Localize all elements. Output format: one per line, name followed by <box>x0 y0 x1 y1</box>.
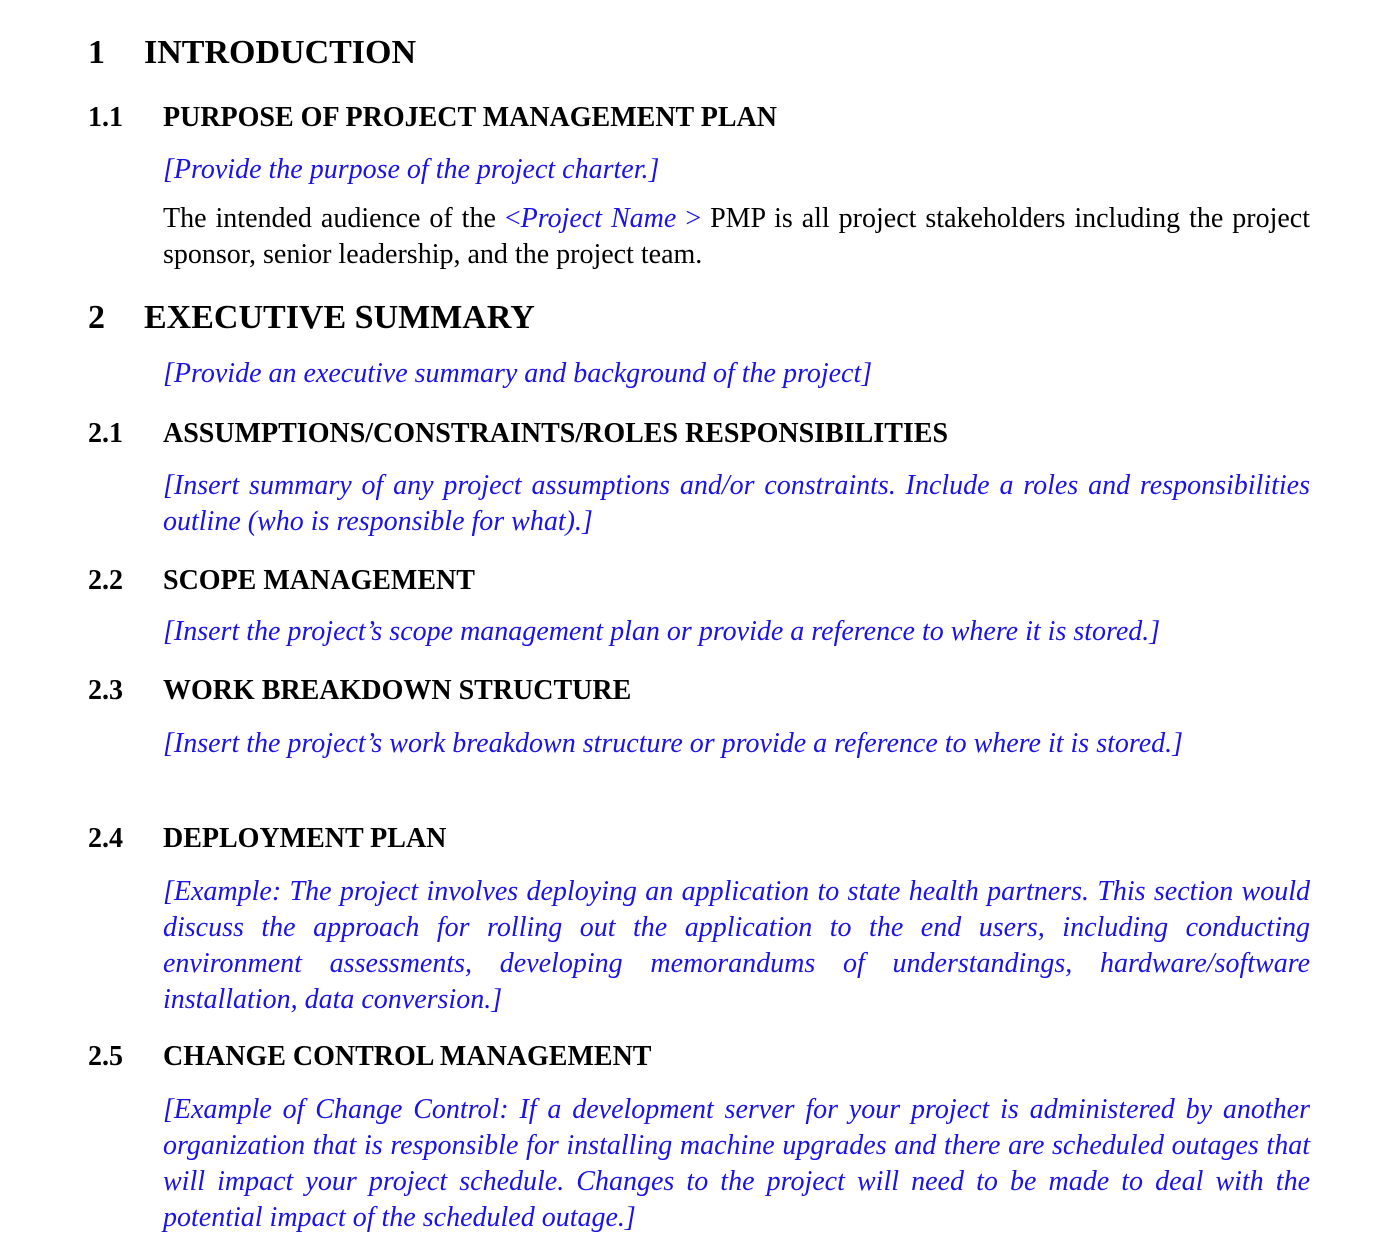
heading-title: EXECUTIVE SUMMARY <box>144 299 535 336</box>
heading-number: 2.1 <box>88 418 123 449</box>
heading-number: 2.2 <box>88 565 123 596</box>
heading-work-breakdown-structure <box>88 674 631 708</box>
change-control-note: [Example of Change Control: If a development server for your project is administered by another organization that is responsible for installing machine upgrades and there are scheduled outages that will impact your project schedule. Changes to the project will need to be made to deal with the potential impact of the scheduled outage.] <box>163 1094 1310 1233</box>
purpose-body <box>163 201 1310 273</box>
heading-number: 1.1 <box>88 102 123 133</box>
heading-number: 2.3 <box>88 675 123 706</box>
heading-deployment-plan <box>88 822 446 856</box>
body-text-after: PMP is all project stakeholders including the project sponsor, senior leadership, and the project team. <box>163 203 1310 270</box>
heading-number: 2.5 <box>88 1041 123 1072</box>
purpose-note: [Provide the purpose of the project charter.] <box>163 154 660 185</box>
deployment-plan-note: [Example: The project involves deploying an application to state health partners. This section would discuss the approach for rolling out the application to the end users, including conducting environment assessments, developing memorandums of understandings, hardware/software installation, data conversion.] <box>163 876 1310 1015</box>
heading-introduction <box>88 33 416 73</box>
assumptions-note: [Insert summary of any project assumptions and/or constraints. Include a roles and responsibilities outline (who is responsible for what).] <box>163 470 1310 537</box>
heading-title: CHANGE CONTROL MANAGEMENT <box>163 1041 652 1072</box>
heading-title: ASSUMPTIONS/CONSTRAINTS/ROLES RESPONSIBILITIES <box>163 418 949 449</box>
heading-title: SCOPE MANAGEMENT <box>163 565 475 596</box>
scope-management-note: [Insert the project’s scope management plan or provide a reference to where it is stored.] <box>163 616 1161 647</box>
heading-executive-summary <box>88 298 535 338</box>
heading-number: 2.4 <box>88 823 123 854</box>
executive-summary-note: [Provide an executive summary and background of the project] <box>163 358 873 389</box>
heading-number: 1 <box>88 34 105 71</box>
heading-number: 2 <box>88 299 105 336</box>
placeholder-open: < <box>504 203 521 234</box>
heading-purpose <box>88 101 777 135</box>
heading-title: DEPLOYMENT PLAN <box>163 823 447 854</box>
work-breakdown-note: [Insert the project’s work breakdown structure or provide a reference to where it is stored.] <box>163 728 1184 759</box>
heading-title: WORK BREAKDOWN STRUCTURE <box>163 675 632 706</box>
heading-change-control <box>88 1040 651 1074</box>
heading-scope-management <box>88 564 475 598</box>
heading-title: INTRODUCTION <box>144 34 417 71</box>
body-text-before: The intended audience of the <box>163 203 505 234</box>
heading-title: PURPOSE OF PROJECT MANAGEMENT PLAN <box>163 102 777 133</box>
placeholder-close: > <box>685 203 702 234</box>
heading-assumptions <box>88 417 948 451</box>
project-name-placeholder: Project Name <box>520 203 686 234</box>
